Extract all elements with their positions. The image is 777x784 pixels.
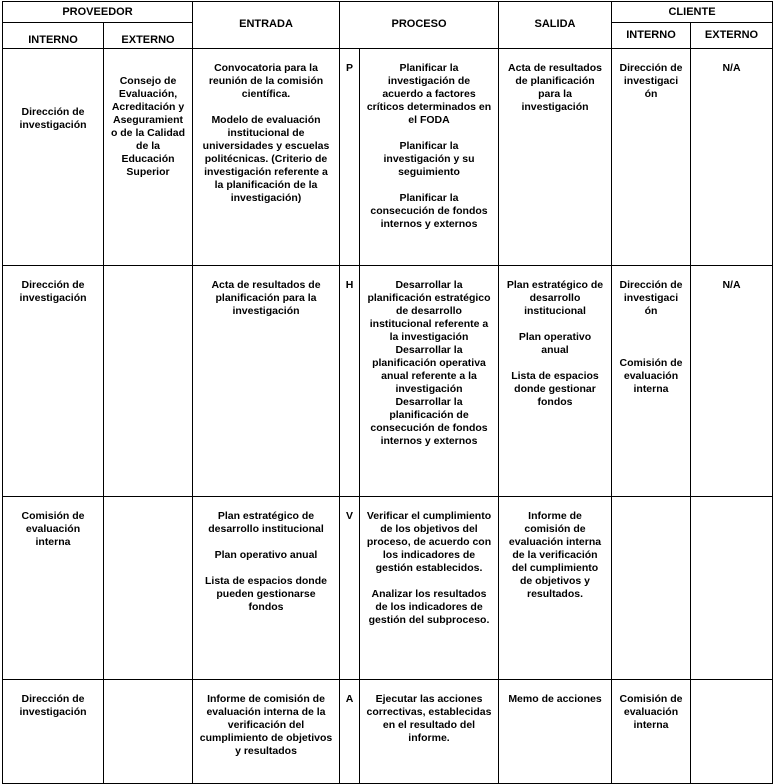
proveedor-interno-cell — [3, 497, 104, 680]
entrada-cell — [193, 497, 340, 680]
cliente-externo-cell: N/A — [691, 266, 773, 497]
salida-item: Memo de acciones — [508, 693, 602, 705]
sipoc-table — [2, 1, 773, 784]
proveedor-externo-cell — [104, 680, 193, 784]
proveedor-interno-text: Comisión de evaluación interna — [21, 510, 85, 548]
entrada-item: Lista de espacios donde pueden gestionarse fondos — [205, 575, 327, 613]
proceso-item: Desarrollar la planificación estratégico de desarrollo institucional referente a la investigación — [367, 279, 491, 343]
proceso-item: Planificar la investigación de acuerdo a factores críticos determinados en el FODA — [366, 62, 492, 126]
entrada-cell — [193, 680, 340, 784]
cliente-interno-item: Dirección de investigaci ón — [619, 279, 683, 317]
proveedor-interno-header: INTERNO — [3, 23, 104, 49]
proveedor-interno-text: Dirección de investigación — [19, 693, 87, 718]
fase-cell: V — [340, 497, 360, 680]
entrada-item: Acta de resultados de planificación para la investigación — [211, 279, 321, 317]
proceso-cell — [360, 680, 499, 784]
cliente-externo-header: EXTERNO — [691, 23, 773, 49]
cliente-interno-cell — [612, 266, 691, 497]
salida-item: Lista de espacios donde gestionar fondos — [511, 370, 599, 408]
proceso-item: Analizar los resultados de los indicadores de gestión del subproceso. — [368, 588, 490, 626]
table-row — [3, 49, 773, 266]
salida-header: SALIDA — [499, 2, 612, 49]
proveedor-interno-cell — [3, 266, 104, 497]
cliente-interno-item: Dirección de investigaci ón — [619, 62, 683, 100]
salida-item: Plan estratégico de desarrollo institucional — [506, 279, 604, 317]
cliente-header: CLIENTE — [612, 2, 773, 23]
cliente-externo-cell: N/A — [691, 49, 773, 266]
proceso-header: PROCESO — [340, 2, 499, 49]
proveedor-externo-header: EXTERNO — [104, 23, 193, 49]
proveedor-interno-text: Dirección de investigación — [19, 106, 87, 131]
proveedor-interno-cell — [3, 49, 104, 266]
salida-item: Acta de resultados de planificación para la investigación — [508, 62, 602, 113]
cliente-interno-item: Comisión de evaluación interna — [619, 357, 683, 395]
entrada-item: Informe de comisión de evaluación interna de la verificación del cumplimiento de objetivos y resultados — [199, 693, 333, 757]
entrada-item: Plan operativo anual — [214, 549, 318, 561]
cliente-interno-header: INTERNO — [612, 23, 691, 49]
proveedor-interno-cell — [3, 680, 104, 784]
salida-cell — [499, 49, 612, 266]
proceso-item: Verificar el cumplimiento de los objetivos del proceso, de acuerdo con los indicadores de gestión establecidos. — [366, 510, 492, 574]
proceso-cell — [360, 49, 499, 266]
proceso-item: Ejecutar las acciones correctivas, establecidas en el resultado del informe. — [366, 693, 492, 744]
cliente-externo-cell — [691, 680, 773, 784]
proveedor-externo-cell — [104, 49, 193, 266]
proceso-cell — [360, 266, 499, 497]
salida-cell — [499, 497, 612, 680]
fase-cell: P — [340, 49, 360, 266]
entrada-cell — [193, 49, 340, 266]
cliente-interno-cell — [612, 49, 691, 266]
entrada-header: ENTRADA — [193, 2, 340, 49]
table-row — [3, 497, 773, 680]
proceso-item: Planificar la consecución de fondos internos y externos — [370, 192, 488, 230]
proveedor-header: PROVEEDOR — [3, 2, 193, 23]
cliente-interno-cell — [612, 497, 691, 680]
cliente-interno-cell — [612, 680, 691, 784]
fase-cell: A — [340, 680, 360, 784]
entrada-item: Modelo de evaluación institucional de universidades y escuelas politécnicas. (Criterio de investigación referente a la planificación de la investigación) — [202, 114, 330, 204]
salida-item: Plan operativo anual — [518, 331, 592, 356]
entrada-cell — [193, 266, 340, 497]
proveedor-externo-cell — [104, 497, 193, 680]
entrada-item: Convocatoria para la reunión de la comisión científica. — [208, 62, 324, 100]
fase-cell: H — [340, 266, 360, 497]
proceso-item: Desarrollar la planificación operativa anual referente a la investigación — [372, 344, 486, 395]
proveedor-interno-text: Dirección de investigación — [19, 279, 87, 304]
proveedor-externo-text: Consejo de Evaluación, Acreditación y Aseguramient o de la Calidad de la Educación Superior — [110, 75, 186, 178]
proceso-item: Desarrollar la planificación de consecución de fondos internos y externos — [370, 396, 488, 447]
entrada-item: Plan estratégico de desarrollo institucional — [208, 510, 324, 535]
cliente-interno-item: Comisión de evaluación interna — [619, 693, 683, 731]
table-row — [3, 266, 773, 497]
cliente-externo-cell — [691, 497, 773, 680]
salida-cell — [499, 680, 612, 784]
proveedor-externo-cell — [104, 266, 193, 497]
table-row — [3, 680, 773, 784]
salida-item: Informe de comisión de evaluación interna de la verificación del cumplimiento de objetivos y resultados. — [508, 510, 602, 600]
proceso-cell — [360, 497, 499, 680]
proceso-item: Planificar la investigación y su seguimiento — [383, 140, 475, 178]
salida-cell — [499, 266, 612, 497]
